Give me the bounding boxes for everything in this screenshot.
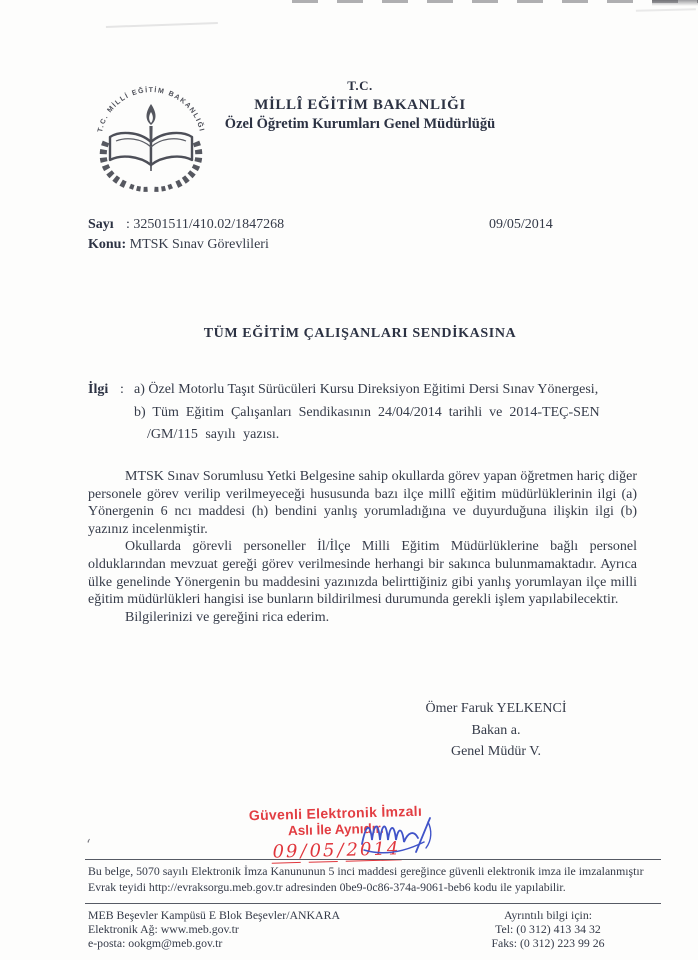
konu-row — [88, 235, 284, 255]
open-book-icon — [110, 133, 151, 165]
scan-artifact-corner-wedge — [636, 8, 696, 20]
legal-line-1: Bu belge, 5070 sayılı Elektronik İmza Kanununun 5 inci maddesi gereğince güvenli elektronik imza ile imzalanmıştır — [88, 864, 644, 878]
scan-artifact-corner — [652, 0, 698, 6]
letterhead — [40, 78, 680, 133]
header-tc: T.C. — [347, 78, 373, 93]
konu-value: MTSK Sınav Görevlileri — [129, 237, 269, 252]
ilgi-block — [88, 379, 640, 447]
scan-artifact-smudge — [106, 22, 218, 34]
closing-line: Bilgilerinizi ve gereğini rica ederim. — [125, 609, 330, 625]
stamp-line-2: Aslı İle Aynıdır. — [287, 820, 384, 839]
handwritten-signature — [358, 812, 458, 860]
document-date: 09/05/2014 — [489, 217, 553, 232]
ilgi-line-a: a) Özel Motorlu Taşıt Sürücüleri Kursu Direksiyon Eğitimi Dersi Sınav Yönergesi, — [134, 382, 599, 397]
address-line-2: Elektronik Ağ: www.meb.gov.tr — [88, 922, 239, 936]
signer-name: Ömer Faruk YELKENCİ — [425, 701, 567, 716]
address-line-1: MEB Beşevler Kampüsü E Blok Beşevler/ANKARA — [88, 908, 340, 922]
contact-line-1: Ayrıntılı bilgi için: — [503, 908, 593, 922]
signature-block — [392, 698, 600, 763]
address-line-3: e-posta: ookgm@meb.gov.tr — [88, 936, 223, 950]
sayi-label: Sayı — [88, 217, 114, 232]
letter-body — [88, 468, 637, 626]
body-paragraph-1: MTSK Sınav Sorumlusu Yetki Belgesine sahip okullarda görev yapan öğretmen hariç diğer personele görev verilip verilmeyeceği hususunda bazı ilçe millî eğitim müdürlüklerinin ilgi (a) Yönergenin 6 ncı maddesi (h) bendini yanlış yorumladığına ve duyurduğuna ilişkin ilgi (b) yazınız incelenmiştir. — [88, 469, 637, 537]
scan-artifact-top-dashes — [292, 0, 698, 3]
ilgi-line-c: /GM/115 sayılı yazısı. — [147, 427, 280, 442]
stamp-date-sep: / — [300, 840, 309, 862]
header-ministry: MİLLÎ EĞİTİM BAKANLIĞI — [254, 97, 466, 113]
address-block — [88, 908, 340, 950]
konu-label: Konu: — [88, 237, 127, 252]
stamp-date-year: 2014 — [346, 838, 401, 861]
legal-block — [88, 863, 648, 895]
recipient-title: TÜM EĞİTİM ÇALIŞANLARI SENDİKASINA — [203, 326, 517, 341]
contact-line-2: Tel: (0 312) 413 34 32 — [495, 922, 601, 936]
sayi-row — [88, 215, 284, 235]
ilgi-lines — [134, 379, 640, 447]
footer-divider-top — [85, 859, 661, 860]
header-directorate: Özel Öğretim Kurumları Genel Müdürlüğü — [224, 116, 496, 132]
ilgi-line-b: b) Tüm Eğitim Çalışanları Sendikasının 24/04/2014 tarihli ve 2014-TEÇ-SEN — [134, 404, 600, 420]
sayi-value: : 32501511/410.02/1847268 — [126, 217, 285, 232]
reference-block — [88, 215, 284, 255]
emblem-ring-text: T.C. MİLLİ EĞİTİM BAKANLIĞI — [96, 87, 205, 134]
signer-role: Bakan a. — [471, 722, 521, 738]
stamp-line-1: Güvenli Elektronik İmzalı — [248, 802, 423, 824]
ilgi-label: İlgi — [88, 382, 109, 397]
signer-title: Genel Müdür V. — [450, 744, 542, 759]
scan-artifact-tick: ‘ — [86, 836, 91, 854]
footer-divider-bottom — [85, 903, 661, 904]
body-paragraph-2: Okullarda görevli personeller İl/İlçe Milli Eğitim Müdürlüklerine bağlı personel olduklarından mevzuat gereği görev verilmesinde herhangi bir sakınca bulunmamaktadır. Ayrıca ülke genelinde Yönergenin bu maddesini yazınızda belirttiğiniz gibi yanlış yorumlayan ilçe milli eğitim müdürlükleri hangisi ise bunların bildirilmesi durumunda gerekli işlem yapılabilecektir. — [88, 539, 637, 608]
legal-line-2: Evrak teyidi http://evraksorgu.meb.gov.tr adresinden 0be9-0c86-374a-9061-beb6 kodu ile yapılabilir. — [88, 880, 566, 894]
contact-line-3: Faks: (0 312) 223 99 26 — [491, 936, 605, 950]
contact-block — [448, 908, 648, 950]
stamp-date-day: 09 — [272, 840, 300, 863]
stamp-date-sep: / — [337, 839, 346, 861]
stamp-date-month: 05 — [309, 839, 337, 862]
ilgi-colon: : — [120, 382, 124, 397]
